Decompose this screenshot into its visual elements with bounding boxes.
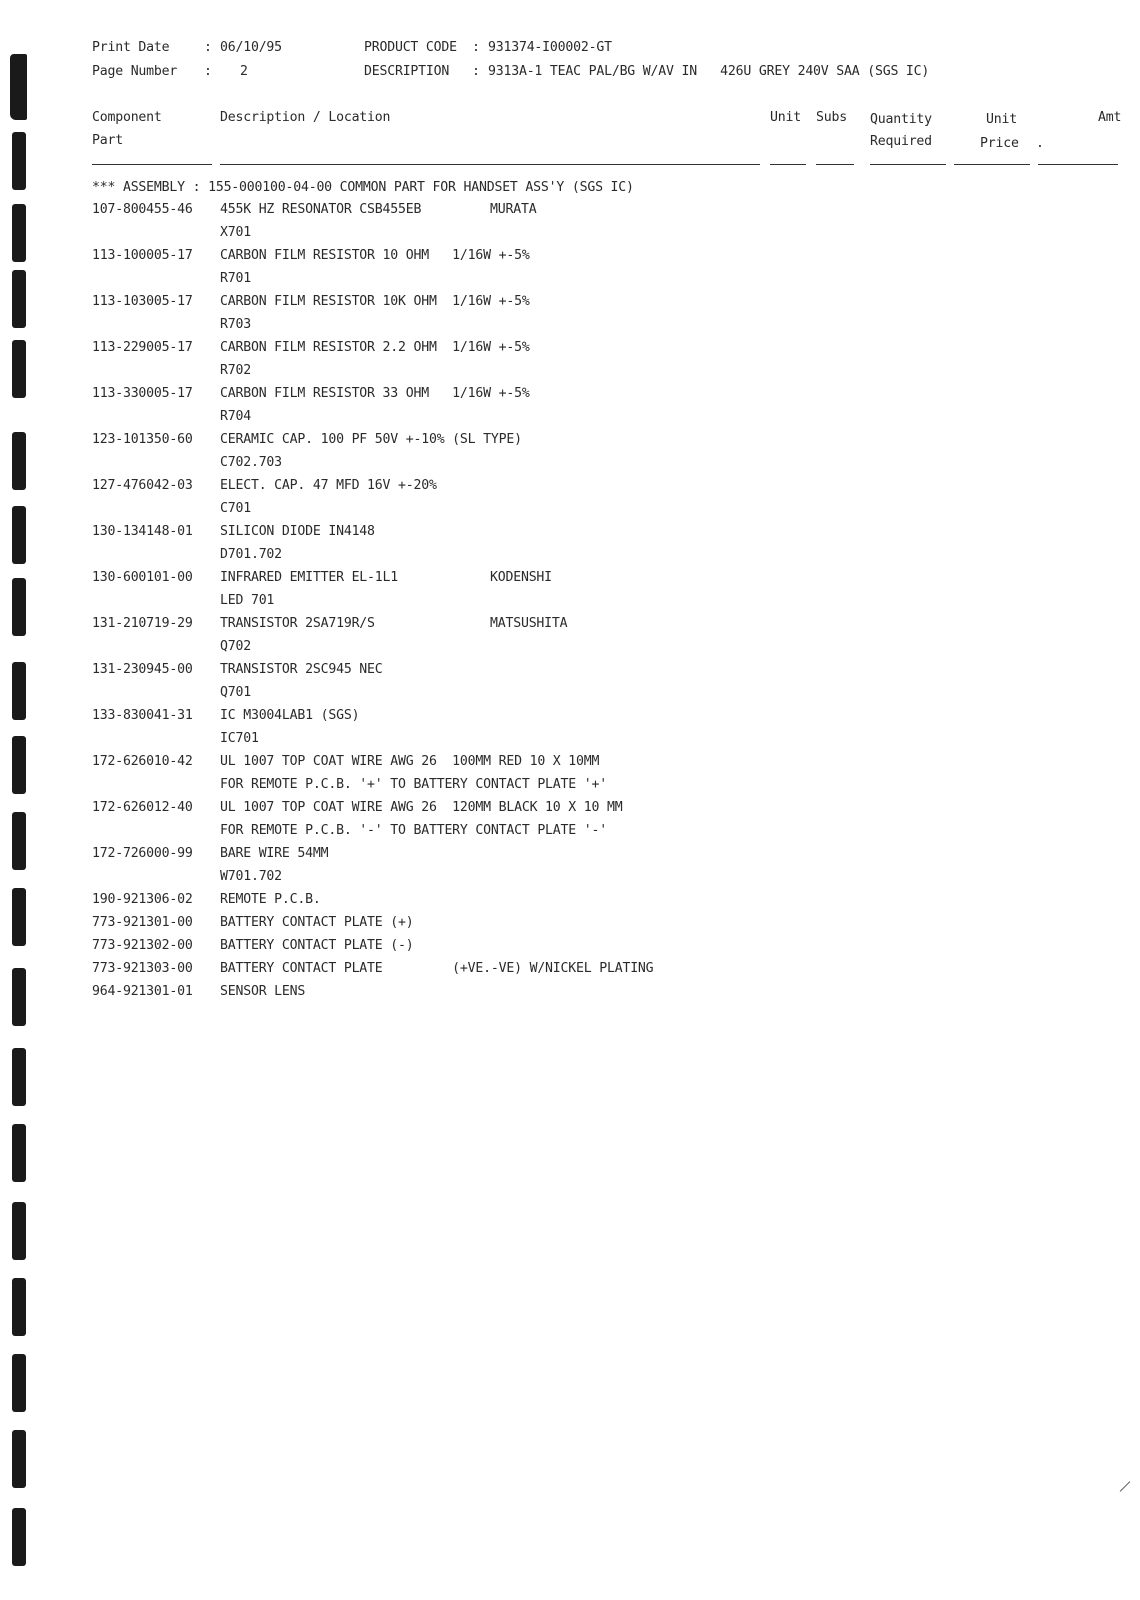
binder-hole (12, 132, 26, 190)
part-location: FOR REMOTE P.C.B. '+' TO BATTERY CONTACT PLATE '+' (220, 777, 607, 792)
part-location: C701 (220, 501, 251, 516)
binder-holes (6, 0, 32, 1600)
print-date-value: 06/10/95 (220, 40, 282, 55)
binder-hole (12, 968, 26, 1026)
page-number-separator: : (204, 64, 212, 79)
binder-hole (12, 1124, 26, 1182)
part-location: IC701 (220, 731, 259, 746)
binder-hole (12, 888, 26, 946)
part-description: UL 1007 TOP COAT WIRE AWG 26 100MM RED 10 X 10MM (220, 754, 600, 769)
part-description: CARBON FILM RESISTOR 33 OHM 1/16W +-5% (220, 386, 530, 401)
col-description-location: Description / Location (220, 110, 391, 125)
col-unit-price-bottom: Price (980, 136, 1019, 151)
page-number-value: 2 (240, 64, 248, 79)
part-location: Q702 (220, 639, 251, 654)
binder-hole (12, 578, 26, 636)
part-number: 964-921301-01 (92, 984, 193, 999)
col-subs: Subs (816, 110, 847, 125)
part-number: 773-921302-00 (92, 938, 193, 953)
part-number: 131-210719-29 (92, 616, 193, 631)
product-code-label: PRODUCT CODE (364, 40, 457, 55)
product-code-separator: : (472, 40, 480, 55)
part-description: CARBON FILM RESISTOR 10K OHM 1/16W +-5% (220, 294, 530, 309)
part-location: W701.702 (220, 869, 282, 884)
description-separator: : (472, 64, 480, 79)
part-location: X701 (220, 225, 251, 240)
rule-amount (1038, 164, 1118, 165)
part-number: 113-330005-17 (92, 386, 193, 401)
part-description: BARE WIRE 54MM (220, 846, 329, 861)
binder-hole (12, 662, 26, 720)
part-manufacturer: MATSUSHITA (490, 616, 568, 631)
binder-hole (12, 1354, 26, 1412)
part-description: INFRARED EMITTER EL-1L1 (220, 570, 399, 585)
binder-hole (12, 432, 26, 490)
part-number: 113-100005-17 (92, 248, 193, 263)
part-description: UL 1007 TOP COAT WIRE AWG 26 120MM BLACK 10 X 10 MM (220, 800, 623, 815)
col-part: Part (92, 133, 123, 148)
product-code-value: 931374-I00002-GT (488, 40, 612, 55)
part-location: D701.702 (220, 547, 282, 562)
col-component: Component (92, 110, 162, 125)
part-number: 172-626012-40 (92, 800, 193, 815)
rule-unit (770, 164, 806, 165)
part-number: 131-230945-00 (92, 662, 193, 677)
rule-quantity (870, 164, 946, 165)
binder-hole (12, 270, 26, 328)
part-description: CARBON FILM RESISTOR 2.2 OHM 1/16W +-5% (220, 340, 530, 355)
part-location: R701 (220, 271, 251, 286)
part-description: SENSOR LENS (220, 984, 306, 999)
binder-hole (12, 506, 26, 564)
binder-hole (12, 1430, 26, 1488)
part-description: SILICON DIODE IN4148 (220, 524, 375, 539)
col-unit-price-top: Unit (986, 112, 1017, 127)
binder-hole (10, 54, 27, 120)
binder-hole (12, 340, 26, 398)
part-description: IC M3004LAB1 (SGS) (220, 708, 360, 723)
description-label: DESCRIPTION (364, 64, 450, 79)
part-number: 133-830041-31 (92, 708, 193, 723)
part-location: LED 701 (220, 593, 275, 608)
assembly-line: *** ASSEMBLY : 155-000100-04-00 COMMON PART FOR HANDSET ASS'Y (SGS IC) (92, 180, 634, 195)
part-number: 172-726000-99 (92, 846, 193, 861)
part-location: FOR REMOTE P.C.B. '-' TO BATTERY CONTACT PLATE '-' (220, 823, 607, 838)
part-location: R704 (220, 409, 251, 424)
col-unit: Unit (770, 110, 801, 125)
part-description: TRANSISTOR 2SC945 NEC (220, 662, 383, 677)
part-number: 130-134148-01 (92, 524, 193, 539)
part-manufacturer: KODENSHI (490, 570, 552, 585)
part-number: 123-101350-60 (92, 432, 193, 447)
col-amount: Amt (1098, 110, 1122, 125)
binder-hole (12, 1202, 26, 1260)
part-number: 113-103005-17 (92, 294, 193, 309)
part-number: 113-229005-17 (92, 340, 193, 355)
part-description: 455K HZ RESONATOR CSB455EB (220, 202, 422, 217)
rule-description (220, 164, 760, 165)
binder-hole (12, 1278, 26, 1336)
part-description: TRANSISTOR 2SA719R/S (220, 616, 375, 631)
part-description: ELECT. CAP. 47 MFD 16V +-20% (220, 478, 437, 493)
part-location: R703 (220, 317, 251, 332)
part-number: 107-800455-46 (92, 202, 193, 217)
binder-hole (12, 204, 26, 262)
part-description: CERAMIC CAP. 100 PF 50V +-10% (SL TYPE) (220, 432, 522, 447)
part-number: 127-476042-03 (92, 478, 193, 493)
part-description: BATTERY CONTACT PLATE (-) (220, 938, 414, 953)
part-number: 773-921301-00 (92, 915, 193, 930)
col-price-dot: . (1036, 136, 1044, 151)
rule-unit-price (954, 164, 1030, 165)
description-value: 9313A-1 TEAC PAL/BG W/AV IN 426U GREY 240V SAA (SGS IC) (488, 64, 930, 79)
part-location: C702.703 (220, 455, 282, 470)
part-number: 172-626010-42 (92, 754, 193, 769)
part-number: 130-600101-00 (92, 570, 193, 585)
binder-hole (12, 812, 26, 870)
part-location: Q701 (220, 685, 251, 700)
rule-component (92, 164, 212, 165)
pen-mark (1120, 1481, 1131, 1492)
part-location: R702 (220, 363, 251, 378)
part-description: REMOTE P.C.B. (220, 892, 321, 907)
binder-hole (12, 1508, 26, 1566)
print-date-label: Print Date (92, 40, 170, 55)
page-number-label: Page Number (92, 64, 178, 79)
col-quantity: Quantity (870, 112, 932, 127)
binder-hole (12, 736, 26, 794)
part-manufacturer: MURATA (490, 202, 537, 217)
part-description: BATTERY CONTACT PLATE (+VE.-VE) W/NICKEL PLATING (220, 961, 654, 976)
col-required: Required (870, 134, 932, 149)
print-date-separator: : (204, 40, 212, 55)
binder-hole (12, 1048, 26, 1106)
part-description: BATTERY CONTACT PLATE (+) (220, 915, 414, 930)
part-number: 773-921303-00 (92, 961, 193, 976)
rule-subs (816, 164, 854, 165)
part-description: CARBON FILM RESISTOR 10 OHM 1/16W +-5% (220, 248, 530, 263)
part-number: 190-921306-02 (92, 892, 193, 907)
